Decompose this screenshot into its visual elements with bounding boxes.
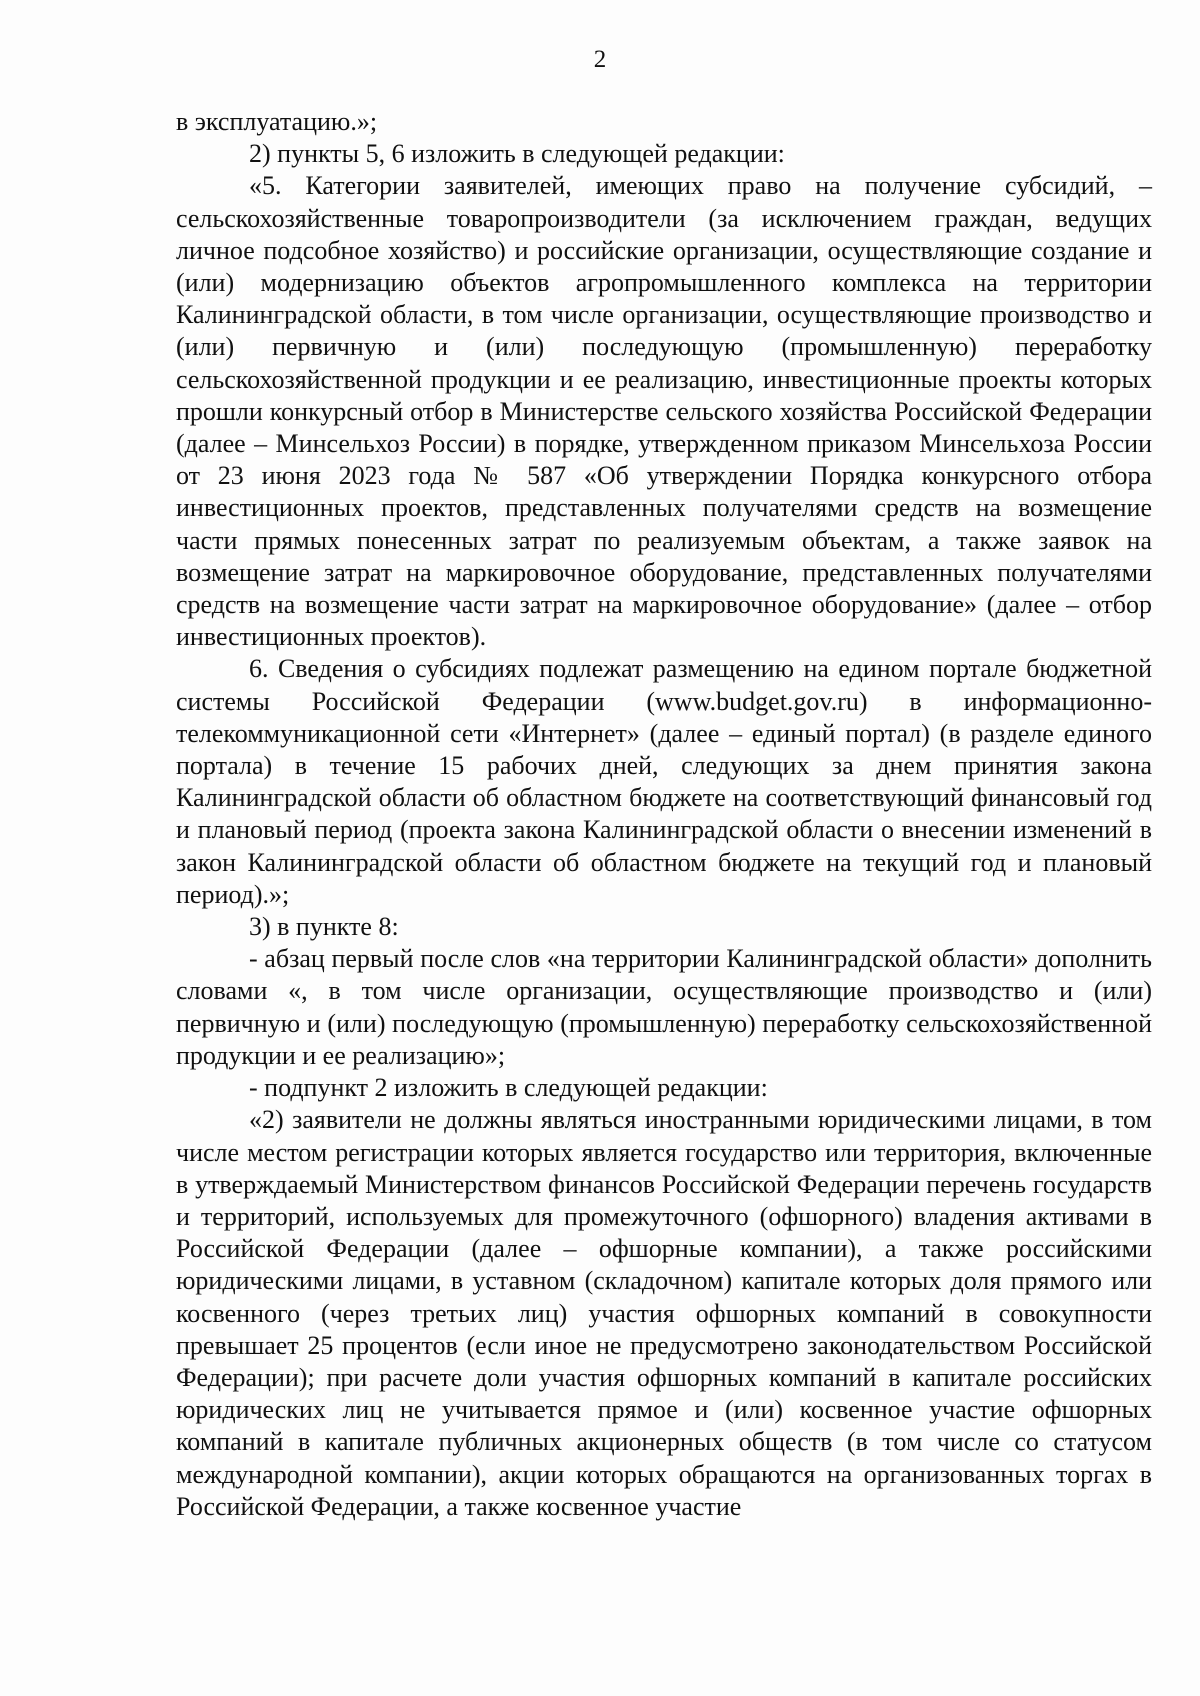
paragraph-point-6: 6. Сведения о субсидиях подлежат размещению на едином портале бюджетной системы Российской Федерации (www.budget.gov.ru) в информационно-телекоммуникационной сети «Интернет» (далее – единый портал) (в разделе единого портала) в течение 15 рабочих дней, следующих за днем принятия закона Калининградской области об областном бюджете на соответствующий финансовый год и плановый период (проекта закона Калининградской области о внесении изменений в закон Калининградской области об областном бюджете на текущий год и плановый период).»; [176, 654, 1152, 909]
paragraph-abzac-first: - абзац первый после слов «на территории Калининградской области» дополнить словами «, в том числе организации, осуществляющие производство и (или) первичную и (или) последующую (промышленную) переработку сельскохозяйственной продукции и ее реализацию»; [176, 944, 1152, 1070]
document-body [176, 106, 1152, 1523]
paragraph-continuation: в эксплуатацию.»; [176, 107, 378, 136]
paragraph-item-2: 2) пункты 5, 6 изложить в следующей редакции: [249, 139, 785, 169]
paragraph-subpoint-2-intro: - подпункт 2 изложить в следующей редакции: [249, 1073, 768, 1103]
paragraph-point-5: «5. Категории заявителей, имеющих право на получение субсидий, – сельскохозяйственные товаропроизводители (за исключением граждан, ведущих личное подсобное хозяйство) и российские организации, осуществляющие создание и (или) модернизацию объектов агропромышленного комплекса на территории Калининградской области, в том числе организации, осуществляющие производство и (или) первичную и (или) последующую (промышленную) переработку сельскохозяйственной продукции и ее реализацию, инвестиционные проекты которых прошли конкурсный отбор в Министерстве сельского хозяйства Российской Федерации (далее – Минсельхоз России) в порядке, утвержденном приказом Минсельхоза России от 23 июня 2023 года № 587 «Об утверждении Порядка конкурсного отбора инвестиционных проектов, представленных получателями средств на возмещение части прямых понесенных затрат по реализуемым объектам, а также заявок на возмещение затрат на маркировочное оборудование, представленных получателями средств на возмещение части затрат на маркировочное оборудование» (далее – отбор инвестиционных проектов). [176, 171, 1152, 652]
paragraph-subpoint-2: «2) заявители не должны являться иностранными юридическими лицами, в том числе местом регистрации которых является государство или территория, включенные в утверждаемый Министерством финансов Российской Федерации перечень государств и территорий, используемых для промежуточного (офшорного) владения активами в Российской Федерации (далее – офшорные компании), а также российскими юридическими лицами, в уставном (складочном) капитале которых доля прямого или косвенного (через третьих лиц) участия офшорных компаний в совокупности превышает 25 процентов (если иное не предусмотрено законодательством Российской Федерации); при расчете доли участия офшорных компаний в капитале российских юридических лиц не учитывается прямое и (или) косвенное участие офшорных компаний в капитале публичных акционерных обществ (в том числе со статусом международной компании), акции которых обращаются на организованных торгах в Российской Федерации, а также косвенное участие [176, 1105, 1152, 1521]
paragraph-item-3: 3) в пункте 8: [249, 912, 399, 942]
page-number: 2 [593, 46, 607, 73]
